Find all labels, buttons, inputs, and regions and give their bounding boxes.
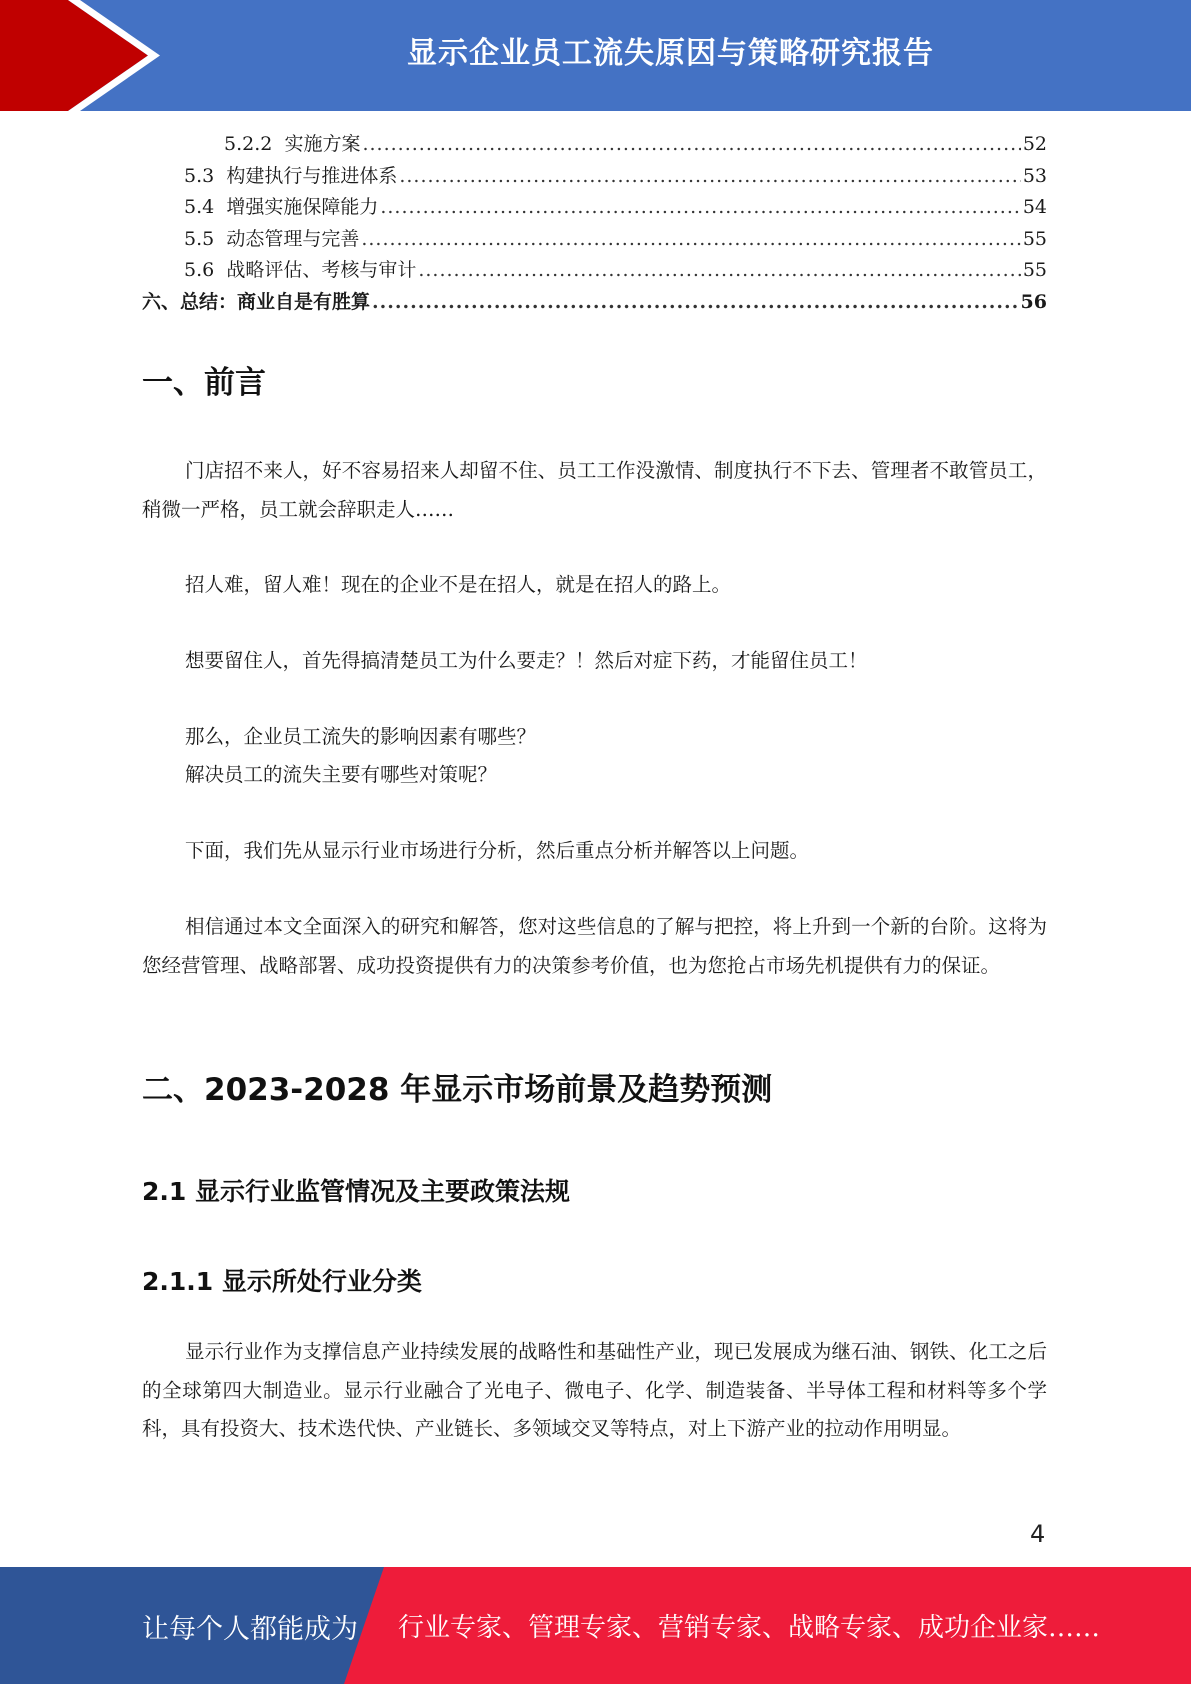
section-heading-preface: 一、前言 [142, 365, 266, 401]
toc-entry[interactable] [142, 192, 1047, 224]
toc-entry-label: 六、总结：商业自是有胜算 [142, 290, 371, 313]
paragraph: 想要留住人，首先得搞清楚员工为什么要走？！然后对症下药，才能留住员工！ [185, 649, 868, 672]
toc-entry-number: 5.5 [184, 227, 215, 250]
toc-entry-page: 53 [1022, 164, 1047, 187]
page-number: 4 [1030, 1520, 1046, 1548]
subsection-heading: 2.1.1 显示所处行业分类 [142, 1267, 422, 1296]
paragraph: 显示行业作为支撑信息产业持续发展的战略性和基础性产业，现已发展成为继石油、钢铁、化工之后的全球第四大制造业。显示行业融合了光电子、微电子、化学、制造装备、半导体工程和材料等多个学科，具有投资大、技术迭代快、产业链长、多领域交叉等特点，对上下游产业的拉动作用明显。 [142, 1340, 1047, 1440]
paragraph: 那么，企业员工流失的影响因素有哪些？ [185, 725, 537, 748]
footer-slogan-right: 行业专家、管理专家、营销专家、战略专家、成功企业家…… [398, 1613, 1101, 1643]
toc-entry[interactable] [142, 224, 1047, 256]
toc-entry[interactable] [142, 161, 1047, 193]
section-heading-market-outlook: 二、2023-2028 年显示市场前景及趋势预测 [142, 1072, 773, 1108]
paragraph: 招人难，留人难！现在的企业不是在招人，就是在招人的路上。 [185, 573, 732, 596]
header-chevron-decoration [0, 0, 170, 111]
toc-entry-number: 5.3 [184, 164, 215, 187]
page-header [0, 0, 1191, 111]
toc-entry[interactable] [142, 287, 1047, 319]
paragraph: 门店招不来人，好不容易招来人却留不住、员工工作没激情、制度执行不下去、管理者不敢管员工，稍微一严格，员工就会辞职走人…… [142, 459, 1047, 521]
toc-entry[interactable] [142, 255, 1047, 287]
toc-entry-page: 55 [1022, 259, 1047, 281]
toc-entry-page: 54 [1022, 196, 1047, 218]
header-title: 显示企业员工流失原因与策略研究报告 [407, 36, 934, 71]
toc-leader-dots [418, 259, 1020, 281]
paragraph: 下面，我们先从显示行业市场进行分析，然后重点分析并解答以上问题。 [185, 839, 810, 862]
toc-entry-page: 52 [1022, 133, 1047, 155]
toc-entry-label: 战略评估、考核与审计 [226, 259, 417, 281]
toc-entry[interactable] [142, 129, 1047, 161]
toc-leader-dots [362, 133, 1020, 155]
paragraph: 解决员工的流失主要有哪些对策呢？ [185, 763, 498, 786]
toc-entry-number: 5.2.2 [224, 133, 273, 155]
toc-leader-dots [380, 196, 1020, 218]
toc-entry-number: 5.6 [184, 259, 215, 281]
toc-entry-label: 实施方案 [284, 133, 361, 155]
footer-slogan-left: 让每个人都能成为 [142, 1614, 358, 1645]
toc-entry-label: 增强实施保障能力 [226, 196, 379, 218]
toc-leader-dots [372, 291, 1019, 313]
page-footer [0, 1567, 1191, 1684]
table-of-contents [142, 129, 1047, 318]
subsection-heading: 2.1 显示行业监管情况及主要政策法规 [142, 1177, 570, 1206]
paragraph: 相信通过本文全面深入的研究和解答，您对这些信息的了解与把控，将上升到一个新的台阶。这将为您经营管理、战略部署、成功投资提供有力的决策参考价值，也为您抢占市场先机提供有力的保证。 [142, 915, 1047, 977]
toc-entry-label: 构建执行与推进体系 [226, 164, 398, 187]
toc-leader-dots [399, 165, 1020, 187]
toc-entry-label: 动态管理与完善 [226, 227, 360, 250]
toc-entry-page: 55 [1022, 227, 1047, 250]
toc-entry-page: 56 [1020, 290, 1047, 313]
toc-leader-dots [361, 228, 1020, 250]
toc-entry-number: 5.4 [184, 196, 215, 218]
